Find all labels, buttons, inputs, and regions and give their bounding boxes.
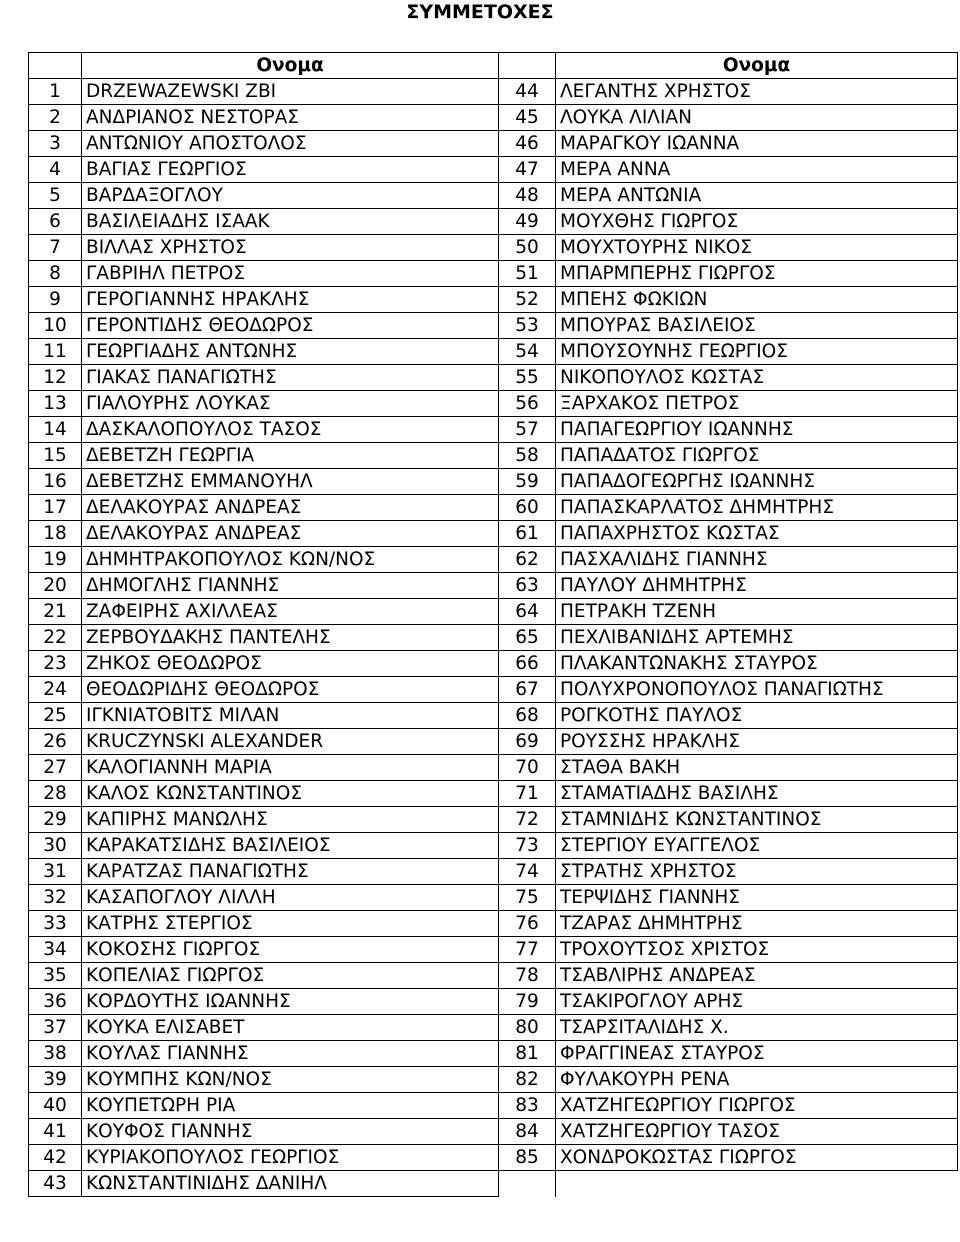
participant-number: 19: [29, 547, 82, 573]
participant-name: ΚΟΠΕΛΙΑΣ ΓΙΩΡΓΟΣ: [82, 963, 499, 989]
participant-name: ΠΑΠΑΣΚΑΡΛΑΤΟΣ ΔΗΜΗΤΡΗΣ: [556, 495, 958, 521]
table-row: [29, 573, 958, 599]
participant-number: 84: [499, 1119, 556, 1145]
participant-name: ΚΟΥΦΟΣ ΓΙΑΝΝΗΣ: [82, 1119, 499, 1145]
participant-number: 44: [499, 79, 556, 105]
participant-name: ΤΣΑΚΙΡΟΓΛΟΥ ΑΡΗΣ: [556, 989, 958, 1015]
participant-number: 78: [499, 963, 556, 989]
table-row: [29, 313, 958, 339]
participant-number: 67: [499, 677, 556, 703]
participant-number: 75: [499, 885, 556, 911]
participant-name: ΡΟΥΣΣΗΣ ΗΡΑΚΛΗΣ: [556, 729, 958, 755]
participant-name: DRZEWAZEWSKI ZBI: [82, 79, 499, 105]
participant-name: ΠΑΠΑΓΕΩΡΓΙΟΥ ΙΩΑΝΝΗΣ: [556, 417, 958, 443]
participant-number: 82: [499, 1067, 556, 1093]
participant-number: 24: [29, 677, 82, 703]
participant-number: 10: [29, 313, 82, 339]
participant-name: KRUCZYNSKI ALEXANDER: [82, 729, 499, 755]
participant-number: 83: [499, 1093, 556, 1119]
participant-name: ΚΟΥΛΑΣ ΓΙΑΝΝΗΣ: [82, 1041, 499, 1067]
participant-number: 16: [29, 469, 82, 495]
participant-number: 68: [499, 703, 556, 729]
participant-number: 61: [499, 521, 556, 547]
empty-cell: [556, 1171, 958, 1197]
header-left-name: Ονομα: [82, 53, 499, 79]
participant-number: 14: [29, 417, 82, 443]
participant-name: ΧΑΤΖΗΓΕΩΡΓΙΟΥ ΤΑΣΟΣ: [556, 1119, 958, 1145]
participant-number: 17: [29, 495, 82, 521]
participant-name: ΚΑΠΙΡΗΣ ΜΑΝΩΛΗΣ: [82, 807, 499, 833]
participant-name: ΚΑΡΑΚΑΤΣΙΔΗΣ ΒΑΣΙΛΕΙΟΣ: [82, 833, 499, 859]
participant-number: 66: [499, 651, 556, 677]
table-row: [29, 937, 958, 963]
table-row: [29, 651, 958, 677]
participant-number: 64: [499, 599, 556, 625]
participant-number: 49: [499, 209, 556, 235]
participant-number: 21: [29, 599, 82, 625]
table-row: [29, 235, 958, 261]
table-row: [29, 599, 958, 625]
participant-name: ΠΑΣΧΑΛΙΔΗΣ ΓΙΑΝΝΗΣ: [556, 547, 958, 573]
table-row: [29, 261, 958, 287]
participant-number: 71: [499, 781, 556, 807]
participant-number: 31: [29, 859, 82, 885]
participant-number: 15: [29, 443, 82, 469]
participant-name: ΜΑΡΑΓΚΟΥ ΙΩΑΝΝΑ: [556, 131, 958, 157]
participant-name: ΤΣΑΡΣΙΤΑΛΙΔΗΣ Χ.: [556, 1015, 958, 1041]
participant-name: ΚΟΚΟΣΗΣ ΓΙΩΡΓΟΣ: [82, 937, 499, 963]
participant-name: ΜΠΑΡΜΠΕΡΗΣ ΓΙΩΡΓΟΣ: [556, 261, 958, 287]
header-row: [29, 53, 958, 79]
participant-number: 34: [29, 937, 82, 963]
participants-table: [28, 52, 958, 1197]
participant-name: ΣΤΑΜΝΙΔΗΣ ΚΩΝΣΤΑΝΤΙΝΟΣ: [556, 807, 958, 833]
participant-number: 63: [499, 573, 556, 599]
participant-name: ΚΑΡΑΤΖΑΣ ΠΑΝΑΓΙΩΤΗΣ: [82, 859, 499, 885]
participant-name: ΛΕΓΑΝΤΗΣ ΧΡΗΣΤΟΣ: [556, 79, 958, 105]
participant-number: 27: [29, 755, 82, 781]
participant-name: ΚΑΤΡΗΣ ΣΤΕΡΓΙΟΣ: [82, 911, 499, 937]
table-row: [29, 131, 958, 157]
participant-name: ΚΥΡΙΑΚΟΠΟΥΛΟΣ ΓΕΩΡΓΙΟΣ: [82, 1145, 499, 1171]
participant-number: 26: [29, 729, 82, 755]
participant-name: ΓΙΑΚΑΣ ΠΑΝΑΓΙΩΤΗΣ: [82, 365, 499, 391]
participant-number: 58: [499, 443, 556, 469]
participant-name: ΤΖΑΡΑΣ ΔΗΜΗΤΡΗΣ: [556, 911, 958, 937]
participant-name: ΜΠΕΗΣ ΦΩΚΙΩΝ: [556, 287, 958, 313]
participant-number: 35: [29, 963, 82, 989]
participant-name: ΔΑΣΚΑΛΟΠΟΥΛΟΣ ΤΑΣΟΣ: [82, 417, 499, 443]
table-row: [29, 183, 958, 209]
participant-name: ΜΠΟΥΡΑΣ ΒΑΣΙΛΕΙΟΣ: [556, 313, 958, 339]
participant-name: ΖΗΚΟΣ ΘΕΟΔΩΡΟΣ: [82, 651, 499, 677]
participant-name: ΜΠΟΥΣΟΥΝΗΣ ΓΕΩΡΓΙΟΣ: [556, 339, 958, 365]
page-title: ΣΥΜΜΕΤΟΧΕΣ: [406, 1, 554, 23]
table-row: [29, 521, 958, 547]
table-row: [29, 989, 958, 1015]
participant-name: ΡΟΓΚΟΤΗΣ ΠΑΥΛΟΣ: [556, 703, 958, 729]
participant-name: ΛΟΥΚΑ ΛΙΛΙΑΝ: [556, 105, 958, 131]
participant-name: ΠΟΛΥΧΡΟΝΟΠΟΥΛΟΣ ΠΑΝΑΓΙΩΤΗΣ: [556, 677, 958, 703]
participant-name: ΠΑΠΑΔΑΤΟΣ ΓΙΩΡΓΟΣ: [556, 443, 958, 469]
participant-name: ΤΣΑΒΛΙΡΗΣ ΑΝΔΡΕΑΣ: [556, 963, 958, 989]
participant-name: ΔΗΜΟΓΛΗΣ ΓΙΑΝΝΗΣ: [82, 573, 499, 599]
table-row: [29, 443, 958, 469]
table-row: [29, 885, 958, 911]
participant-name: ΓΑΒΡΙΗΛ ΠΕΤΡΟΣ: [82, 261, 499, 287]
table-row: [29, 859, 958, 885]
participant-name: ΔΕΛΑΚΟΥΡΑΣ ΑΝΔΡΕΑΣ: [82, 495, 499, 521]
participant-number: 36: [29, 989, 82, 1015]
table-row: [29, 807, 958, 833]
participant-name: ΞΑΡΧΑΚΟΣ ΠΕΤΡΟΣ: [556, 391, 958, 417]
participant-number: 79: [499, 989, 556, 1015]
table-row: [29, 963, 958, 989]
table-row: [29, 755, 958, 781]
participant-number: 77: [499, 937, 556, 963]
participant-name: ΓΕΩΡΓΙΑΔΗΣ ΑΝΤΩΝΗΣ: [82, 339, 499, 365]
participant-number: 37: [29, 1015, 82, 1041]
participant-name: ΜΕΡΑ ΑΝΝΑ: [556, 157, 958, 183]
participant-name: ΓΙΑΛΟΥΡΗΣ ΛΟΥΚΑΣ: [82, 391, 499, 417]
participant-name: ΠΕΤΡΑΚΗ ΤΖΕΝΗ: [556, 599, 958, 625]
participant-name: ΚΩΝΣΤΑΝΤΙΝΙΔΗΣ ΔΑΝΙΗΛ: [82, 1171, 499, 1197]
participant-name: ΧΑΤΖΗΓΕΩΡΓΙΟΥ ΓΙΩΡΓΟΣ: [556, 1093, 958, 1119]
participant-name: ΜΟΥΧΤΟΥΡΗΣ ΝΙΚΟΣ: [556, 235, 958, 261]
table-row: [29, 703, 958, 729]
participant-name: ΠΑΠΑΧΡΗΣΤΟΣ ΚΩΣΤΑΣ: [556, 521, 958, 547]
participant-number: 65: [499, 625, 556, 651]
participant-name: ΠΛΑΚΑΝΤΩΝΑΚΗΣ ΣΤΑΥΡΟΣ: [556, 651, 958, 677]
participant-number: 18: [29, 521, 82, 547]
participant-name: ΒΑΓΙΑΣ ΓΕΩΡΓΙΟΣ: [82, 157, 499, 183]
participant-number: 81: [499, 1041, 556, 1067]
participant-name: ΖΑΦΕΙΡΗΣ ΑΧΙΛΛΕΑΣ: [82, 599, 499, 625]
participant-number: 38: [29, 1041, 82, 1067]
participant-number: 48: [499, 183, 556, 209]
participant-name: ΑΝΔΡΙΑΝΟΣ ΝΕΣΤΟΡΑΣ: [82, 105, 499, 131]
participant-number: 51: [499, 261, 556, 287]
participant-number: 73: [499, 833, 556, 859]
participant-number: 30: [29, 833, 82, 859]
participant-number: 32: [29, 885, 82, 911]
participant-name: ΖΕΡΒΟΥΔΑΚΗΣ ΠΑΝΤΕΛΗΣ: [82, 625, 499, 651]
participant-name: ΠΑΠΑΔΟΓΕΩΡΓΗΣ ΙΩΑΝΝΗΣ: [556, 469, 958, 495]
participant-number: 55: [499, 365, 556, 391]
participant-name: ΦΥΛΑΚΟΥΡΗ ΡΕΝΑ: [556, 1067, 958, 1093]
participant-name: ΣΤΑΜΑΤΙΑΔΗΣ ΒΑΣΙΛΗΣ: [556, 781, 958, 807]
participant-number: 85: [499, 1145, 556, 1171]
participant-number: 72: [499, 807, 556, 833]
participant-number: 52: [499, 287, 556, 313]
participant-name: ΚΟΥΜΠΗΣ ΚΩΝ/ΝΟΣ: [82, 1067, 499, 1093]
table-row: [29, 547, 958, 573]
participant-name: ΔΕΛΑΚΟΥΡΑΣ ΑΝΔΡΕΑΣ: [82, 521, 499, 547]
participant-name: ΓΕΡΟΝΤΙΔΗΣ ΘΕΟΔΩΡΟΣ: [82, 313, 499, 339]
participant-number: 43: [29, 1171, 82, 1197]
table-row: [29, 833, 958, 859]
participant-number: 9: [29, 287, 82, 313]
table-row: [29, 495, 958, 521]
participant-name: ΔΕΒΕΤΖΗΣ ΕΜΜΑΝΟΥΗΛ: [82, 469, 499, 495]
participant-number: 53: [499, 313, 556, 339]
participant-name: ΒΙΛΛΑΣ ΧΡΗΣΤΟΣ: [82, 235, 499, 261]
participant-number: 1: [29, 79, 82, 105]
table-row: [29, 209, 958, 235]
participant-number: 28: [29, 781, 82, 807]
participant-number: 3: [29, 131, 82, 157]
table-row: [29, 729, 958, 755]
participant-number: 11: [29, 339, 82, 365]
table-row: [29, 105, 958, 131]
participant-number: 2: [29, 105, 82, 131]
table-row: [29, 1171, 958, 1197]
table-row: [29, 287, 958, 313]
participant-name: ΤΕΡΨΙΔΗΣ ΓΙΑΝΝΗΣ: [556, 885, 958, 911]
table-row: [29, 1015, 958, 1041]
participant-number: 40: [29, 1093, 82, 1119]
participant-number: 7: [29, 235, 82, 261]
participant-number: 12: [29, 365, 82, 391]
participant-number: 59: [499, 469, 556, 495]
header-right-name: Ονομα: [556, 53, 958, 79]
participant-number: 47: [499, 157, 556, 183]
participant-name: ΔΕΒΕΤΖΗ ΓΕΩΡΓΙΑ: [82, 443, 499, 469]
participant-number: 57: [499, 417, 556, 443]
participant-name: ΣΤΡΑΤΗΣ ΧΡΗΣΤΟΣ: [556, 859, 958, 885]
table-row: [29, 417, 958, 443]
participant-name: ΣΤΑΘΑ ΒΑΚΗ: [556, 755, 958, 781]
participant-name: ΙΓΚΝΙΑΤΟΒΙΤΣ ΜΙΛΑΝ: [82, 703, 499, 729]
table-row: [29, 157, 958, 183]
participant-number: 41: [29, 1119, 82, 1145]
participant-number: 80: [499, 1015, 556, 1041]
participant-number: 20: [29, 573, 82, 599]
table-row: [29, 365, 958, 391]
participants-table-body: [29, 53, 958, 1197]
participant-number: 46: [499, 131, 556, 157]
participant-number: 23: [29, 651, 82, 677]
participant-name: ΤΡΟΧΟΥΤΣΟΣ ΧΡΙΣΤΟΣ: [556, 937, 958, 963]
table-row: [29, 1093, 958, 1119]
participant-number: 6: [29, 209, 82, 235]
empty-cell: [499, 1171, 556, 1197]
participant-number: 76: [499, 911, 556, 937]
participant-number: 4: [29, 157, 82, 183]
participant-name: ΚΟΥΚΑ ΕΛΙΣΑΒΕΤ: [82, 1015, 499, 1041]
table-row: [29, 1145, 958, 1171]
table-row: [29, 625, 958, 651]
header-left-number: [29, 53, 82, 79]
participant-name: ΚΑΛΟΣ ΚΩΝΣΤΑΝΤΙΝΟΣ: [82, 781, 499, 807]
participant-number: 13: [29, 391, 82, 417]
participant-number: 69: [499, 729, 556, 755]
table-row: [29, 911, 958, 937]
participant-number: 5: [29, 183, 82, 209]
table-row: [29, 339, 958, 365]
table-row: [29, 1119, 958, 1145]
participant-number: 42: [29, 1145, 82, 1171]
header-right-number: [499, 53, 556, 79]
participant-number: 45: [499, 105, 556, 131]
participant-number: 56: [499, 391, 556, 417]
participant-name: ΧΟΝΔΡΟΚΩΣΤΑΣ ΓΙΩΡΓΟΣ: [556, 1145, 958, 1171]
table-row: [29, 469, 958, 495]
participant-name: ΝΙΚΟΠΟΥΛΟΣ ΚΩΣΤΑΣ: [556, 365, 958, 391]
participant-number: 70: [499, 755, 556, 781]
participant-number: 62: [499, 547, 556, 573]
participant-number: 39: [29, 1067, 82, 1093]
participant-number: 25: [29, 703, 82, 729]
participant-name: ΚΑΣΑΠΟΓΛΟΥ ΛΙΛΛΗ: [82, 885, 499, 911]
table-row: [29, 781, 958, 807]
participant-name: ΔΗΜΗΤΡΑΚΟΠΟΥΛΟΣ ΚΩΝ/ΝΟΣ: [82, 547, 499, 573]
participant-number: 60: [499, 495, 556, 521]
participant-number: 50: [499, 235, 556, 261]
participant-number: 8: [29, 261, 82, 287]
table-row: [29, 1067, 958, 1093]
participant-name: ΠΕΧΛΙΒΑΝΙΔΗΣ ΑΡΤΕΜΗΣ: [556, 625, 958, 651]
participant-name: ΒΑΣΙΛΕΙΑΔΗΣ ΙΣΑΑΚ: [82, 209, 499, 235]
participant-name: ΚΑΛΟΓΙΑΝΝΗ ΜΑΡΙΑ: [82, 755, 499, 781]
participant-name: ΜΟΥΧΘΗΣ ΓΙΩΡΓΟΣ: [556, 209, 958, 235]
participant-name: ΓΕΡΟΓΙΑΝΝΗΣ ΗΡΑΚΛΗΣ: [82, 287, 499, 313]
table-row: [29, 1041, 958, 1067]
table-row: [29, 677, 958, 703]
participant-name: ΣΤΕΡΓΙΟΥ ΕΥΑΓΓΕΛΟΣ: [556, 833, 958, 859]
participant-name: ΚΟΡΔΟΥΤΗΣ ΙΩΑΝΝΗΣ: [82, 989, 499, 1015]
participant-number: 54: [499, 339, 556, 365]
participant-name: ΚΟΥΠΕΤΩΡΗ ΡΙΑ: [82, 1093, 499, 1119]
participant-number: 29: [29, 807, 82, 833]
participant-number: 22: [29, 625, 82, 651]
participant-name: ΑΝΤΩΝΙΟΥ ΑΠΟΣΤΟΛΟΣ: [82, 131, 499, 157]
participant-name: ΒΑΡΔΑΞΟΓΛΟΥ: [82, 183, 499, 209]
table-row: [29, 79, 958, 105]
participant-number: 33: [29, 911, 82, 937]
participant-name: ΜΕΡΑ ΑΝΤΩΝΙΑ: [556, 183, 958, 209]
table-row: [29, 391, 958, 417]
participant-name: ΦΡΑΓΓΙΝΕΑΣ ΣΤΑΥΡΟΣ: [556, 1041, 958, 1067]
participant-name: ΘΕΟΔΩΡΙΔΗΣ ΘΕΟΔΩΡΟΣ: [82, 677, 499, 703]
participant-name: ΠΑΥΛΟΥ ΔΗΜΗΤΡΗΣ: [556, 573, 958, 599]
participant-number: 74: [499, 859, 556, 885]
